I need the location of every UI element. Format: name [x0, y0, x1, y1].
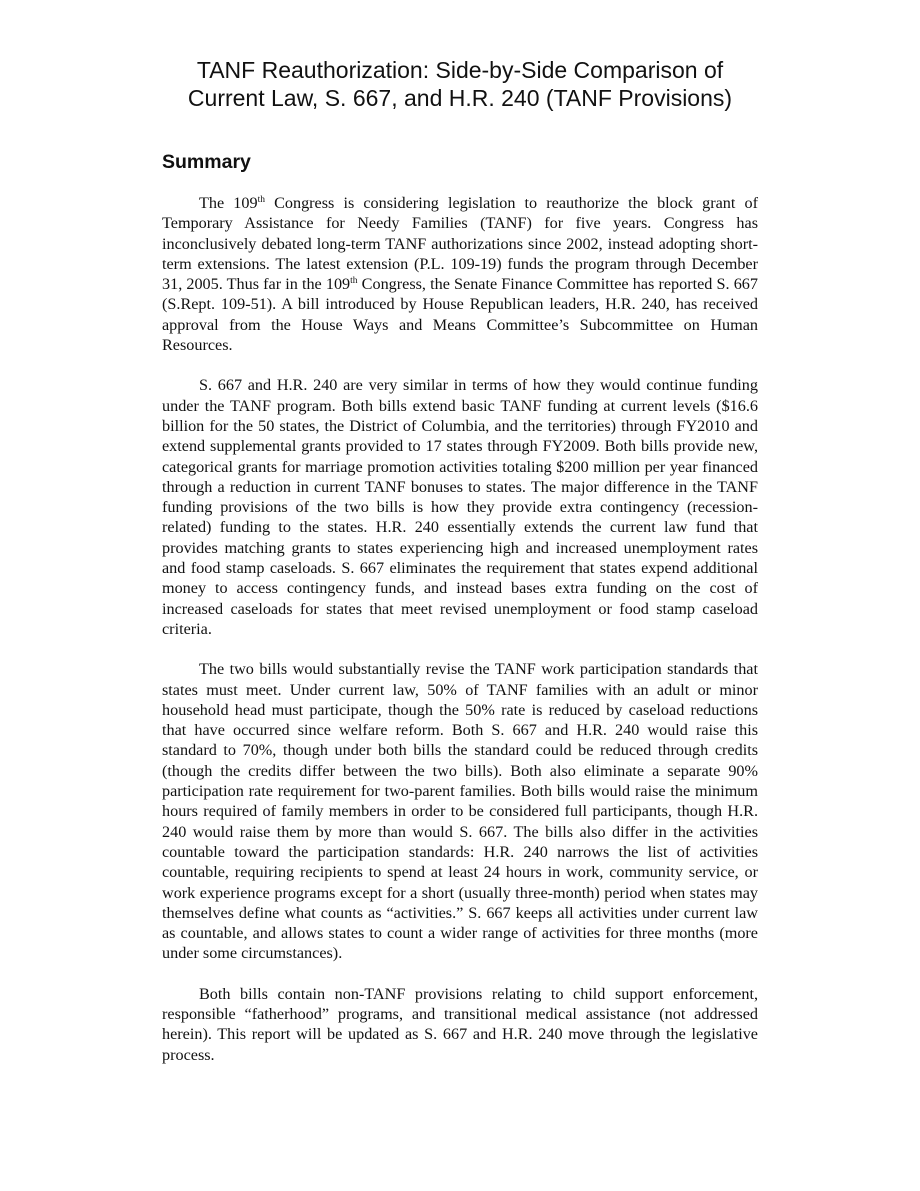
paragraph-2: S. 667 and H.R. 240 are very similar in terms of how they would continue funding under the TANF program. Both bills extend basic TANF funding at current levels ($16.6 billion for the 50 states, the District of Columbia, and the territories) through FY2010 and extend supplemental grants provided to 17 states through FY2009. Both bills provide new, categorical grants for marriage promotion activities totaling $200 million per year financed through a reduction in current TANF bonuses to states. The major difference in the TANF funding provisions of the two bills is how they provide extra contingency (recession-related) funding to the states. H.R. 240 essentially extends the current law fund that provides matching grants to states experiencing high and increased unemployment rates and food stamp caseloads. S. 667 eliminates the requirement that states expend additional money to access contingency funds, and instead bases extra funding on the cost of increased caseloads for states that meet revised unemployment or food stamp caseload criteria. [162, 376, 758, 638]
title-line-2: Current Law, S. 667, and H.R. 240 (TANF Provisions) [187, 85, 733, 111]
document-page [162, 56, 758, 1065]
paragraph-1-part-b: Congress is considering legislation to reauthorize the block grant of Temporary Assistance for Needy Families (TANF) for five years. Congress has inconclusively debated long-term TANF authorizations since 2002, instead adopting short-term extensions. The latest extension (P.L. 109-19) funds the program through December 31, 2005. Thus far in the 109 [162, 194, 759, 294]
section-heading: Summary [162, 151, 251, 173]
paragraph-1-part-c: Congress, the Senate Finance Committee has reported S. 667 (S.Rept. 109-51). A bill introduced by House Republican leaders, H.R. 240, has received approval from the House Ways and Means Committee’s Subcommittee on Human Resources. [162, 275, 758, 355]
title-line-1: TANF Reauthorization: Side-by-Side Comparison of [196, 57, 724, 83]
superscript-th-1: th [257, 195, 265, 205]
paragraph-3: The two bills would substantially revise the TANF work participation standards that states must meet. Under current law, 50% of TANF families with an adult or minor household head must participate, though the 50% rate is reduced by caseload reductions that have occurred since welfare reform. Both S. 667 and H.R. 240 would raise this standard to 70%, though under both bills the standard could be reduced through credits (though the credits differ between the two bills). Both also eliminate a separate 90% participation rate requirement for two-parent families. Both bills would raise the minimum hours required of family members in order to be considered full participants, though H.R. 240 would raise them by more than would S. 667. The bills also differ in the activities countable toward the participation standards: H.R. 240 narrows the list of activities countable, requiring recipients to spend at least 24 hours in work, community service, or work experience programs except for a short (usually three-month) period when states may themselves define what counts as “activities.” S. 667 keeps all activities under current law as countable, and allows states to count a wider range of activities for three months (more under some circumstances). [162, 660, 758, 963]
paragraph-1-part-a: The 109 [199, 194, 258, 212]
paragraph-1 [162, 193, 758, 355]
document-title [162, 56, 758, 112]
paragraph-4: Both bills contain non-TANF provisions relating to child support enforcement, responsible “fatherhood” programs, and transitional medical assistance (not addressed herein). This report will be updated as S. 667 and H.R. 240 move through the legislative process. [162, 984, 758, 1064]
superscript-th-2: th [350, 276, 358, 287]
